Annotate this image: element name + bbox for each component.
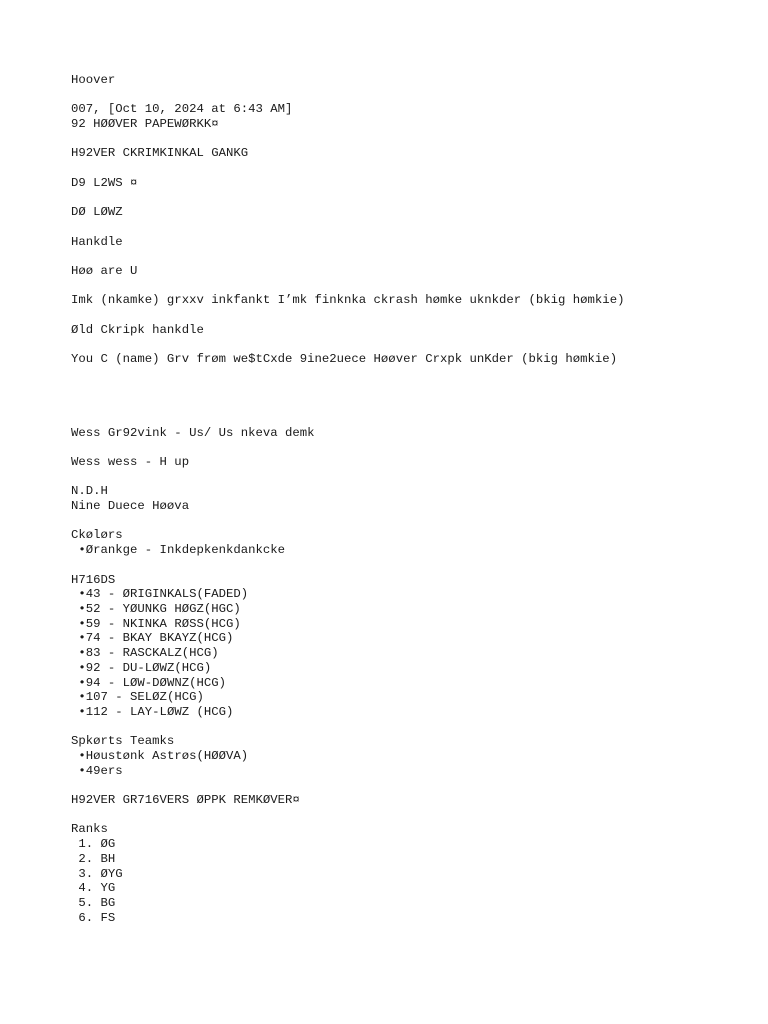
spacer <box>71 308 751 323</box>
spacer <box>71 558 751 573</box>
colors-list <box>71 543 751 558</box>
spacer <box>71 161 751 176</box>
spacer <box>71 720 751 735</box>
list-item: • 112 - LAY-LØWZ (HCG) <box>71 705 751 720</box>
spacer <box>71 470 751 485</box>
rank-text: ØYG <box>100 866 123 881</box>
spacer <box>71 411 751 426</box>
list-item: • 43 - ØRIGINKALS(FADED) <box>71 587 751 602</box>
ranks-label: Ranks <box>71 822 108 837</box>
spacer <box>71 191 751 206</box>
list-item <box>71 852 751 867</box>
rank-number: 2. <box>78 851 94 866</box>
list-item: • 94 - LØW-DØWNZ(HCG) <box>71 676 751 691</box>
list-item: • Høustønk Astrøs(HØØVA) <box>71 749 751 764</box>
text-line: Wess Gr92vink - Us/ Us nkeva demk <box>71 425 315 440</box>
sports-label: Spkørts Teamks <box>71 734 175 749</box>
spacer <box>71 367 751 411</box>
spacer <box>71 514 751 529</box>
heading: 92 HØØVER PAPEWØRKK¤ <box>71 117 219 132</box>
list-item: • 92 - DU-LØWZ(HCG) <box>71 661 751 676</box>
text-line: Hankdle <box>71 234 123 249</box>
text-line: Wess wess - H up <box>71 455 190 469</box>
rank-number: 6. <box>78 910 94 925</box>
text-line: D9 L2WS ¤ <box>71 175 138 190</box>
rank-text: FS <box>100 910 116 925</box>
rank-number: 3. <box>78 866 94 881</box>
rank-text: YG <box>100 881 116 896</box>
remover-line: H92VER GR716VERS ØPPK REMKØVER¤ <box>71 793 300 808</box>
list-item: • 83 - RASCKALZ(HCG) <box>71 646 751 661</box>
rank-text: BG <box>100 896 116 910</box>
spacer <box>71 338 751 353</box>
document-title: Hoover <box>71 73 116 87</box>
list-item: • 59 - NKINKA RØSS(HCG) <box>71 617 751 632</box>
rank-number: 1. <box>78 837 94 852</box>
spacer <box>71 220 751 235</box>
ranks-list <box>71 837 751 925</box>
timestamp: 007, [Oct 10, 2024 at 6:43 AM] <box>71 102 293 117</box>
hoods-list <box>71 587 751 719</box>
colors-label: Ckølørs <box>71 528 123 543</box>
text-line: Imk (nkamke) grxxv inkfankt I’mk finknka ckrash hømke uknkder (bkig hømkie) <box>71 293 625 308</box>
text-line: Høø are U <box>71 264 138 279</box>
rank-text: BH <box>100 851 116 866</box>
spacer <box>71 808 751 823</box>
rank-text: ØG <box>100 837 116 852</box>
list-item <box>71 896 751 911</box>
hoods-label: H716DS <box>71 572 116 587</box>
list-item <box>71 881 751 896</box>
rank-number: 4. <box>78 881 94 896</box>
spacer <box>71 249 751 264</box>
ndh-full: Nine Duece Høøva <box>71 499 190 514</box>
list-item: • 107 - SELØZ(HCG) <box>71 690 751 705</box>
spacer <box>71 778 751 793</box>
sports-list <box>71 749 751 778</box>
ndh-abbr: N.D.H <box>71 484 108 499</box>
list-item <box>71 837 751 852</box>
rank-number: 5. <box>78 896 94 910</box>
spacer <box>71 440 751 455</box>
list-item: • 52 - YØUNKG HØGZ(HGC) <box>71 602 751 617</box>
list-item <box>71 867 751 882</box>
spacer <box>71 279 751 294</box>
list-item: • 74 - BKAY BKAYZ(HCG) <box>71 631 751 646</box>
spacer <box>71 88 751 103</box>
text-line: You C (name) Grv frøm we$tCxde 9ine2uece Høøver Crxpk unKder (bkig hømkie) <box>71 352 618 367</box>
text-line: DØ LØWZ <box>71 205 123 220</box>
list-item <box>71 911 751 926</box>
document-body <box>71 73 751 925</box>
list-item: • Ørankge - Inkdepkenkdankcke <box>71 543 751 558</box>
text-line: H92VER CKRIMKINKAL GANKG <box>71 146 249 161</box>
spacer <box>71 132 751 147</box>
text-line: Øld Ckripk hankdle <box>71 322 204 337</box>
list-item: • 49ers <box>71 764 751 779</box>
